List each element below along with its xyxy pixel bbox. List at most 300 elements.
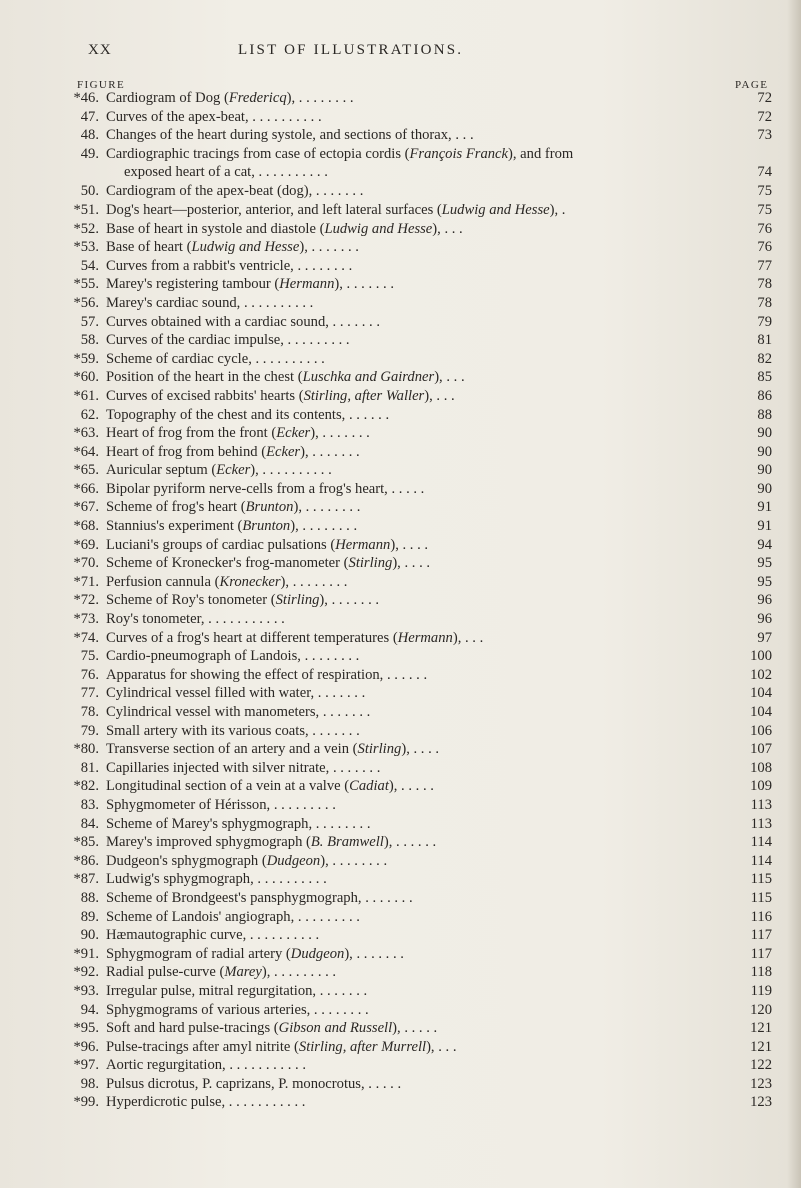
page-number: 115 (750, 889, 772, 906)
leader-dots: . . . . . . . . . (270, 964, 337, 981)
caption-tail: ), (280, 573, 290, 590)
list-item (52, 108, 772, 127)
figure-number: 49. (80, 145, 99, 162)
leader-dots: . . . . . . . (312, 183, 364, 200)
list-item (52, 647, 772, 666)
page-number: 76 (757, 220, 772, 237)
leader-dots: . . . . . . . (361, 889, 413, 906)
figure-number: *97. (73, 1057, 99, 1074)
page-number: 123 (750, 1094, 772, 1111)
figure-caption (106, 647, 359, 666)
caption-text: Heart of frog from the front ( (106, 425, 277, 442)
page-number: 115 (750, 871, 772, 888)
figure-number: *96. (73, 1038, 99, 1055)
list-item (52, 443, 772, 462)
caption-source: Luschka and Gairdner (302, 369, 435, 386)
figure-caption (106, 424, 370, 443)
caption-tail: ), (549, 201, 559, 218)
page-number: 91 (757, 499, 772, 516)
figure-caption (106, 443, 360, 462)
figure-caption (106, 889, 413, 908)
figure-number: *63. (73, 425, 99, 442)
leader-dots: . . . . . . . (352, 945, 404, 962)
list-item (52, 201, 772, 220)
list-item (52, 666, 772, 685)
list-item (52, 461, 772, 480)
page-number: 72 (757, 108, 772, 125)
caption-text: Scheme of frog's heart ( (106, 499, 246, 516)
caption-source: Ludwig and Hesse (324, 220, 433, 237)
page-number: 108 (750, 759, 772, 776)
figure-caption (106, 201, 565, 220)
figure-caption (106, 1001, 369, 1020)
caption-tail: ), (426, 1038, 435, 1055)
figure-caption (106, 982, 367, 1001)
leader-dots: . . . . (400, 555, 431, 572)
leader-dots: . . . . . . . . . . (258, 462, 332, 479)
list-item (52, 238, 772, 257)
list-item (52, 480, 772, 499)
figure-caption (106, 1075, 401, 1094)
page-number: 113 (750, 815, 772, 832)
caption-text: Scheme of Roy's tonometer ( (106, 592, 276, 609)
figure-number: *61. (73, 387, 99, 404)
figure-number: *99. (73, 1094, 99, 1111)
figure-caption (106, 536, 428, 555)
caption-tail: ), (290, 518, 299, 535)
list-item (52, 926, 772, 945)
figure-caption (106, 257, 352, 276)
caption-source: Kronecker (219, 573, 281, 590)
figure-number: *86. (73, 852, 99, 869)
page-number: 81 (757, 332, 772, 349)
list-item (52, 759, 772, 778)
caption-text: Base of heart in systole and diastole ( (106, 220, 325, 237)
leader-dots: . . . . . . . . (300, 648, 360, 665)
running-header (0, 42, 801, 66)
page-number: 75 (757, 183, 772, 200)
caption-text: Apparatus for showing the effect of respiration, (106, 666, 384, 683)
caption-tail: ), (401, 741, 410, 758)
column-heading-figure: FIGURE (77, 79, 126, 91)
page-number: 76 (757, 239, 772, 256)
figure-number: 90. (80, 927, 99, 944)
page-number: 104 (750, 685, 772, 702)
leader-dots: . . . . . . . . (289, 573, 348, 590)
figure-caption (106, 294, 313, 313)
list-item (52, 1038, 772, 1057)
leader-dots: . . . . . . . . . (283, 332, 350, 349)
page-number: 77 (757, 257, 772, 274)
page-number: 119 (750, 982, 772, 999)
figure-caption (106, 833, 436, 852)
caption-text: exposed heart of a cat, (124, 164, 255, 181)
figure-number: *91. (73, 945, 99, 962)
caption-text: Dog's heart—posterior, anterior, and left lateral surfaces ( (106, 201, 442, 218)
figure-number: *67. (73, 499, 99, 516)
leader-dots: . . . . . . (345, 406, 390, 423)
figure-number: *68. (73, 518, 99, 535)
caption-source: Hermann (279, 276, 335, 293)
list-item (52, 629, 772, 648)
leader-dots: . . . . . . . . . . (251, 350, 325, 367)
leader-dots: . . . . . . . . (293, 257, 353, 274)
caption-source: Cadiat (349, 778, 389, 795)
page-number: 122 (750, 1057, 772, 1074)
caption-text: Cylindrical vessel with manometers, (106, 704, 320, 720)
figure-number: 58. (80, 332, 99, 349)
leader-dots: . . . . . . . . . . (248, 108, 322, 125)
list-item (52, 424, 772, 443)
caption-tail: ), (300, 443, 309, 460)
leader-dots: . . . . . . (383, 666, 428, 683)
caption-text: Cardiogram of Dog ( (106, 90, 229, 106)
caption-tail: ), (250, 462, 259, 479)
figure-caption (106, 908, 360, 927)
list-item (52, 703, 772, 722)
list-item (52, 406, 772, 425)
page-number: 73 (757, 127, 772, 144)
page-number: 100 (750, 648, 772, 665)
figure-caption (106, 406, 389, 425)
page-number: 109 (750, 778, 772, 795)
caption-source: Stirling (348, 555, 393, 572)
page-number: 90 (757, 462, 772, 479)
figure-caption (124, 163, 328, 182)
caption-source: Hermann (397, 629, 453, 646)
caption-text: Hæmautographic curve, (106, 927, 247, 944)
figure-number: 88. (80, 889, 99, 906)
illustration-list (52, 89, 772, 1112)
figure-number: *60. (73, 369, 99, 386)
list-item (52, 1001, 772, 1020)
leader-dots: . . . . . . . . (310, 1001, 369, 1018)
figure-number: *65. (73, 462, 99, 479)
figure-number: *95. (73, 1020, 99, 1037)
figure-number: *80. (73, 741, 99, 758)
page-number: 117 (750, 945, 772, 962)
leader-dots: . . . . . (400, 1020, 438, 1037)
list-item (52, 908, 772, 927)
figure-caption (106, 945, 404, 964)
caption-text: Auricular septum ( (106, 462, 217, 479)
caption-tail: ), (286, 90, 296, 106)
caption-text: Irregular pulse, mitral regurgitation, (106, 982, 317, 999)
caption-source: Stirling (357, 741, 402, 758)
figure-number: 83. (80, 796, 99, 813)
figure-number: 48. (80, 127, 99, 144)
caption-source: Dudgeon (290, 945, 345, 962)
caption-tail: ), (388, 778, 398, 795)
caption-text: Curves of excised rabbits' hearts ( (106, 387, 304, 404)
figure-caption (106, 89, 354, 108)
caption-text: Ludwig's sphygmograph, (106, 871, 254, 888)
figure-number: 57. (80, 313, 99, 330)
leader-dots: . . . . . . . . . . . (225, 1094, 306, 1111)
page-number: 86 (757, 387, 772, 404)
caption-tail: ), and from (508, 145, 574, 162)
figure-number: *71. (73, 573, 99, 590)
page-number: 95 (757, 555, 772, 572)
figure-caption (106, 368, 465, 387)
leader-dots: . . . . . . . (329, 759, 381, 776)
figure-caption (106, 220, 463, 239)
caption-text: Curves obtained with a cardiac sound, (106, 313, 329, 330)
figure-number: *46. (73, 90, 99, 106)
list-item (52, 945, 772, 964)
figure-caption (106, 238, 359, 257)
caption-source: Brunton (245, 499, 294, 516)
figure-caption (106, 1093, 305, 1112)
figure-number: *87. (73, 871, 99, 888)
caption-source: Ecker (216, 462, 251, 479)
caption-tail: ), (434, 369, 443, 386)
caption-text: Perfusion cannula ( (106, 573, 220, 590)
caption-source: Stirling, after Waller (303, 387, 425, 404)
leader-dots: . . . . . . (392, 834, 437, 851)
caption-tail: ), (424, 387, 433, 404)
page-number: 78 (757, 294, 772, 311)
list-item (52, 982, 772, 1001)
caption-source: Stirling, after Murrell (298, 1038, 427, 1055)
leader-dots: . . . . . . . . (295, 90, 354, 106)
list-item (52, 294, 772, 313)
figure-number: 47. (80, 108, 99, 125)
caption-tail: ), (383, 834, 393, 851)
caption-tail: ), (392, 555, 401, 572)
list-item (52, 387, 772, 406)
page-number: 85 (757, 369, 772, 386)
leader-dots: . . . . . . . . . . (240, 294, 314, 311)
caption-text: Capillaries injected with silver nitrate, (106, 759, 330, 776)
caption-text: Stannius's experiment ( (106, 518, 243, 535)
list-item (52, 313, 772, 332)
figure-caption (106, 610, 285, 629)
leader-dots: . . . . . . . . . (270, 796, 336, 813)
caption-text: Roy's tonometer, (106, 611, 205, 628)
page-folio: XX (88, 42, 112, 58)
figure-number: 77. (80, 685, 99, 702)
caption-text: Curves of a frog's heart at different temperatures ( (106, 629, 398, 646)
caption-text: Cylindrical vessel filled with water, (106, 685, 315, 702)
caption-text: Sphygmogram of radial artery ( (106, 945, 291, 962)
page-number: 120 (750, 1001, 772, 1018)
list-item (52, 163, 772, 182)
page-number: 121 (750, 1020, 772, 1037)
caption-text: Cardiographic tracings from case of ectopia cordis ( (106, 145, 410, 162)
page-number: 121 (750, 1038, 772, 1055)
list-item (52, 722, 772, 741)
list-item (52, 889, 772, 908)
caption-text: Sphygmograms of various arteries, (106, 1001, 311, 1018)
figure-caption (106, 870, 327, 889)
figure-caption (106, 722, 360, 741)
caption-text: Bipolar pyriform nerve-cells from a frog's heart, (106, 480, 388, 497)
caption-source: Brunton (242, 518, 291, 535)
list-item (52, 573, 772, 592)
list-item (52, 536, 772, 555)
caption-text: Scheme of Marey's sphygmograph, (106, 815, 313, 832)
list-item (52, 740, 772, 759)
page-number: 117 (750, 927, 772, 944)
list-item (52, 275, 772, 294)
caption-text: Scheme of Landois' angiograph, (106, 908, 295, 925)
figure-caption (106, 684, 365, 703)
figure-number: 94. (80, 1001, 99, 1018)
leader-dots: . . . . . . . (314, 685, 366, 702)
figure-number: *72. (73, 592, 99, 609)
figure-caption (106, 517, 357, 536)
figure-caption (106, 629, 483, 648)
leader-dots: . (558, 201, 566, 218)
leader-dots: . . . . . . . (308, 722, 360, 739)
figure-caption (106, 777, 434, 796)
list-item (52, 1075, 772, 1094)
caption-source: Stirling (275, 592, 320, 609)
figure-number: 62. (80, 406, 99, 423)
leader-dots: . . . . . . . . . . (254, 164, 328, 181)
figure-caption (106, 796, 336, 815)
caption-text: Changes of the heart during systole, and sections of thorax, (106, 127, 452, 144)
leader-dots: . . . . . (387, 480, 425, 497)
caption-source: Hermann (335, 536, 391, 553)
page-number: 104 (750, 704, 772, 720)
leader-dots: . . . . . . . . . . (246, 927, 320, 944)
column-heading-page: PAGE (735, 79, 769, 91)
figure-number: *56. (73, 294, 99, 311)
figure-number: *69. (73, 536, 99, 553)
figure-caption (106, 703, 370, 722)
leader-dots: . . . . . . . (318, 425, 370, 442)
figure-caption (106, 852, 387, 871)
caption-tail: ), (390, 536, 399, 553)
figure-number: 89. (80, 908, 99, 925)
page-number: 90 (757, 480, 772, 497)
list-item (52, 257, 772, 276)
leader-dots: . . . . . . . . . . (253, 871, 327, 888)
figure-caption (106, 461, 332, 480)
page-number: 114 (750, 852, 772, 869)
list-item (52, 1093, 772, 1112)
page-number: 82 (757, 350, 772, 367)
list-item (52, 368, 772, 387)
caption-source: Gibson and Russell (278, 1020, 393, 1037)
caption-source: Ecker (276, 425, 311, 442)
list-item (52, 89, 772, 108)
figure-caption (106, 145, 573, 164)
figure-number: 54. (80, 257, 99, 274)
leader-dots: . . . . . . . (342, 276, 394, 293)
caption-text: Transverse section of an artery and a vein ( (106, 741, 358, 758)
caption-source: B. Bramwell (310, 834, 384, 851)
caption-text: Sphygmometer of Hérisson, (106, 796, 271, 813)
figure-caption (106, 480, 424, 499)
leader-dots: . . . . . . . . (301, 499, 361, 516)
caption-text: Longitudinal section of a vein at a valve ( (106, 778, 350, 795)
caption-text: Cardiogram of the apex-beat (dog), (106, 183, 313, 200)
leader-dots: . . . . (398, 536, 429, 553)
figure-caption (106, 740, 439, 759)
caption-tail: ), (320, 852, 329, 869)
page-number: 90 (757, 425, 772, 442)
figure-number: 81. (80, 759, 99, 776)
leader-dots: . . . . . . . (328, 313, 380, 330)
caption-text: Luciani's groups of cardiac pulsations ( (106, 536, 336, 553)
leader-dots: . . . . . . . (327, 592, 380, 609)
caption-tail: ), (310, 425, 319, 442)
figure-number: *74. (73, 629, 99, 646)
leader-dots: . . . . . . . . . . . (204, 611, 285, 628)
caption-text: Pulse-tracings after amyl nitrite ( (106, 1038, 299, 1055)
figure-number: 75. (80, 648, 99, 665)
leader-dots: . . . . . (397, 778, 434, 795)
figure-number: 98. (80, 1075, 99, 1092)
page-number: 95 (757, 573, 772, 590)
figure-caption (106, 591, 379, 610)
caption-text: Curves of the apex-beat, (106, 108, 249, 125)
figure-number: 78. (80, 704, 99, 720)
figure-caption (106, 331, 350, 350)
page-number: 113 (750, 796, 772, 813)
figure-number: *92. (73, 964, 99, 981)
figure-caption (106, 1056, 306, 1075)
list-item (52, 963, 772, 982)
figure-caption (106, 963, 336, 982)
figure-caption (106, 815, 370, 834)
figure-number: *82. (73, 778, 99, 795)
leader-dots: . . . (451, 127, 474, 144)
figure-number: *51. (73, 201, 99, 218)
page-number: 107 (750, 741, 772, 758)
caption-text: Scheme of cardiac cycle, (106, 350, 252, 367)
list-item (52, 833, 772, 852)
page-number: 96 (757, 611, 772, 628)
list-item (52, 870, 772, 889)
caption-text: Topography of the chest and its contents, (106, 406, 346, 423)
caption-source: Ludwig and Hesse (191, 239, 300, 256)
caption-text: Curves of the cardiac impulse, (106, 332, 284, 349)
list-item (52, 815, 772, 834)
page-number: 79 (757, 313, 772, 330)
figure-number: *85. (73, 834, 99, 851)
figure-caption (106, 108, 322, 127)
caption-text: Radial pulse-curve ( (106, 964, 225, 981)
page-number: 91 (757, 518, 772, 535)
list-item (52, 684, 772, 703)
leader-dots: . . . . . . . (308, 443, 360, 460)
caption-text: Cardio-pneumograph of Landois, (106, 648, 301, 665)
figure-caption (106, 182, 363, 201)
figure-number: 84. (80, 815, 99, 832)
caption-text: Small artery with its various coats, (106, 722, 309, 739)
page-number: 90 (757, 443, 772, 460)
caption-source: Dudgeon (266, 852, 321, 869)
figure-caption (106, 759, 380, 778)
caption-tail: ), (261, 964, 271, 981)
caption-tail: ), (319, 592, 328, 609)
leader-dots: . . . (440, 220, 463, 237)
leader-dots: . . . (434, 1038, 457, 1055)
page-number: 75 (757, 201, 772, 218)
leader-dots: . . . . . . . . (312, 815, 371, 832)
leader-dots: . . . (442, 369, 465, 386)
caption-text: Scheme of Brondgeest's pansphygmograph, (106, 889, 362, 906)
figure-caption (106, 387, 455, 406)
caption-tail: ), (392, 1020, 401, 1037)
leader-dots: . . . . . . . . . . . (225, 1057, 306, 1074)
caption-text: Aortic regurgitation, (106, 1057, 226, 1074)
leader-dots: . . . (432, 387, 455, 404)
